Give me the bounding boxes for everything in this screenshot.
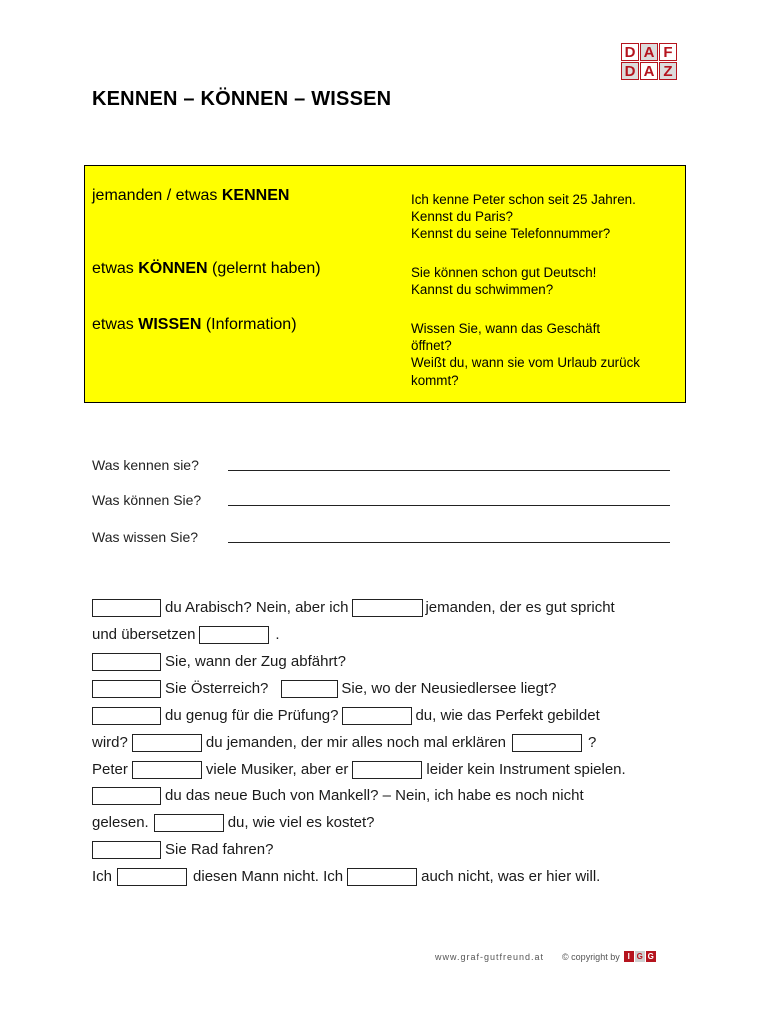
exercise-text: diesen Mann nicht. Ich: [193, 868, 344, 885]
exercise-line: [92, 867, 600, 887]
exercise-line: [92, 813, 374, 833]
rule-text: (Information): [201, 316, 297, 333]
rule-keyword: KENNEN: [221, 187, 290, 204]
blank-box[interactable]: [342, 707, 412, 725]
blank-box[interactable]: [117, 868, 187, 886]
rules-box: [84, 165, 686, 403]
example-line: kommt?: [411, 372, 459, 388]
blank-box[interactable]: [92, 841, 161, 859]
exercise-text: Sie Österreich?: [165, 680, 269, 697]
logo-letter: A: [640, 62, 658, 80]
exercise-line: [92, 760, 626, 780]
website-link[interactable]: www.graf-gutfreund.at: [435, 951, 545, 962]
exercise-line: [92, 733, 596, 753]
dafdaz-logo: [621, 43, 677, 80]
exercise-line: [92, 625, 280, 645]
exercise-text: Sie, wo der Neusiedlersee liegt?: [341, 680, 557, 697]
rule-examples: [411, 191, 683, 243]
blank-box[interactable]: [352, 599, 423, 617]
answer-line[interactable]: [228, 456, 670, 471]
rule-examples: [411, 320, 683, 389]
page-title: KENNEN – KÖNNEN – WISSEN: [92, 88, 392, 110]
example-line: Weißt du, wann sie vom Urlaub zurück: [411, 355, 640, 371]
rule-label: [92, 260, 321, 278]
exercise-line: [92, 679, 557, 699]
rule-keyword: KÖNNEN: [138, 260, 208, 277]
logo-letter: Z: [659, 62, 677, 80]
blank-box[interactable]: [199, 626, 269, 644]
rule-examples: [411, 264, 683, 298]
copyright-text: © copyright by: [562, 951, 620, 962]
blank-box[interactable]: [92, 707, 161, 725]
blank-box[interactable]: [92, 680, 161, 698]
rule-keyword: WISSEN: [138, 316, 202, 333]
blank-box[interactable]: [281, 680, 338, 698]
question-wissen: Was wissen Sie?: [92, 529, 199, 545]
exercise-text: viele Musiker, aber er: [205, 761, 349, 778]
blank-box[interactable]: [352, 761, 422, 779]
exercise-text: du, wie viel es kostet?: [227, 814, 375, 831]
logo-letter: F: [659, 43, 677, 61]
blank-box[interactable]: [92, 653, 161, 671]
igg-letter: I: [624, 951, 634, 962]
exercise-text: du Arabisch? Nein, aber ich: [165, 599, 349, 616]
igg-letter: G: [647, 952, 654, 961]
exercise-text: .: [275, 626, 280, 643]
question-kennen: Was kennen sie?: [92, 457, 199, 473]
blank-box[interactable]: [512, 734, 582, 752]
exercise-text: Ich: [92, 868, 113, 885]
exercise-text: du jemanden, der mir alles noch mal erklären: [205, 734, 507, 751]
example-line: Ich kenne Peter schon seit 25 Jahren.: [411, 192, 636, 207]
blank-box[interactable]: [92, 787, 161, 805]
rule-text: etwas: [92, 316, 139, 333]
exercise-line: [92, 706, 600, 726]
blank-box[interactable]: [92, 599, 161, 617]
exercise-line: [92, 786, 584, 806]
exercise-line: [92, 598, 615, 618]
exercise-text: jemanden, der es gut spricht: [425, 599, 615, 616]
exercise-text: Sie, wann der Zug abfährt?: [165, 653, 346, 670]
exercise-text: und übersetzen: [92, 626, 196, 643]
rule-label: [92, 316, 297, 334]
igg-logo: [624, 951, 656, 962]
blank-box[interactable]: [132, 734, 202, 752]
exercise-text: Peter: [92, 761, 128, 778]
exercise-text: Sie Rad fahren?: [165, 841, 274, 858]
exercise-text: wird?: [92, 734, 128, 751]
example-line: Wissen Sie, wann das Geschäft: [411, 321, 601, 336]
exercise-text: du das neue Buch von Mankell? – Nein, ich habe es noch nicht: [165, 787, 584, 804]
example-line: Kennst du Paris?: [411, 209, 513, 225]
answer-line[interactable]: [228, 491, 670, 506]
example-line: Kennst du seine Telefonnummer?: [411, 226, 611, 242]
example-line: Sie können schon gut Deutsch!: [411, 265, 597, 280]
exercise-text: auch nicht, was er hier will.: [421, 868, 601, 885]
exercise-line: [92, 840, 273, 860]
exercise-text: ?: [588, 734, 597, 751]
answer-line[interactable]: [228, 528, 670, 543]
rule-text: jemanden / etwas: [92, 187, 222, 204]
exercise-text: du, wie das Perfekt gebildet: [415, 707, 600, 724]
exercise-text: gelesen.: [92, 814, 149, 831]
blank-box[interactable]: [347, 868, 417, 886]
rule-text: (gelernt haben): [207, 260, 321, 277]
logo-letter: A: [640, 43, 658, 61]
example-line: Kannst du schwimmen?: [411, 282, 554, 298]
logo-letter: D: [621, 62, 639, 80]
rule-text: etwas: [92, 260, 139, 277]
example-line: öffnet?: [411, 338, 452, 354]
blank-box[interactable]: [132, 761, 202, 779]
logo-letter: D: [621, 43, 639, 61]
igg-letter: G: [636, 952, 643, 961]
exercise-text: leider kein Instrument spielen.: [426, 761, 626, 778]
rule-label: [92, 187, 289, 205]
blank-box[interactable]: [154, 814, 224, 832]
exercise-text: du genug für die Prüfung?: [165, 707, 339, 724]
footer: [435, 951, 656, 962]
question-koennen: Was können Sie?: [92, 492, 202, 508]
exercise-line: [92, 652, 346, 672]
